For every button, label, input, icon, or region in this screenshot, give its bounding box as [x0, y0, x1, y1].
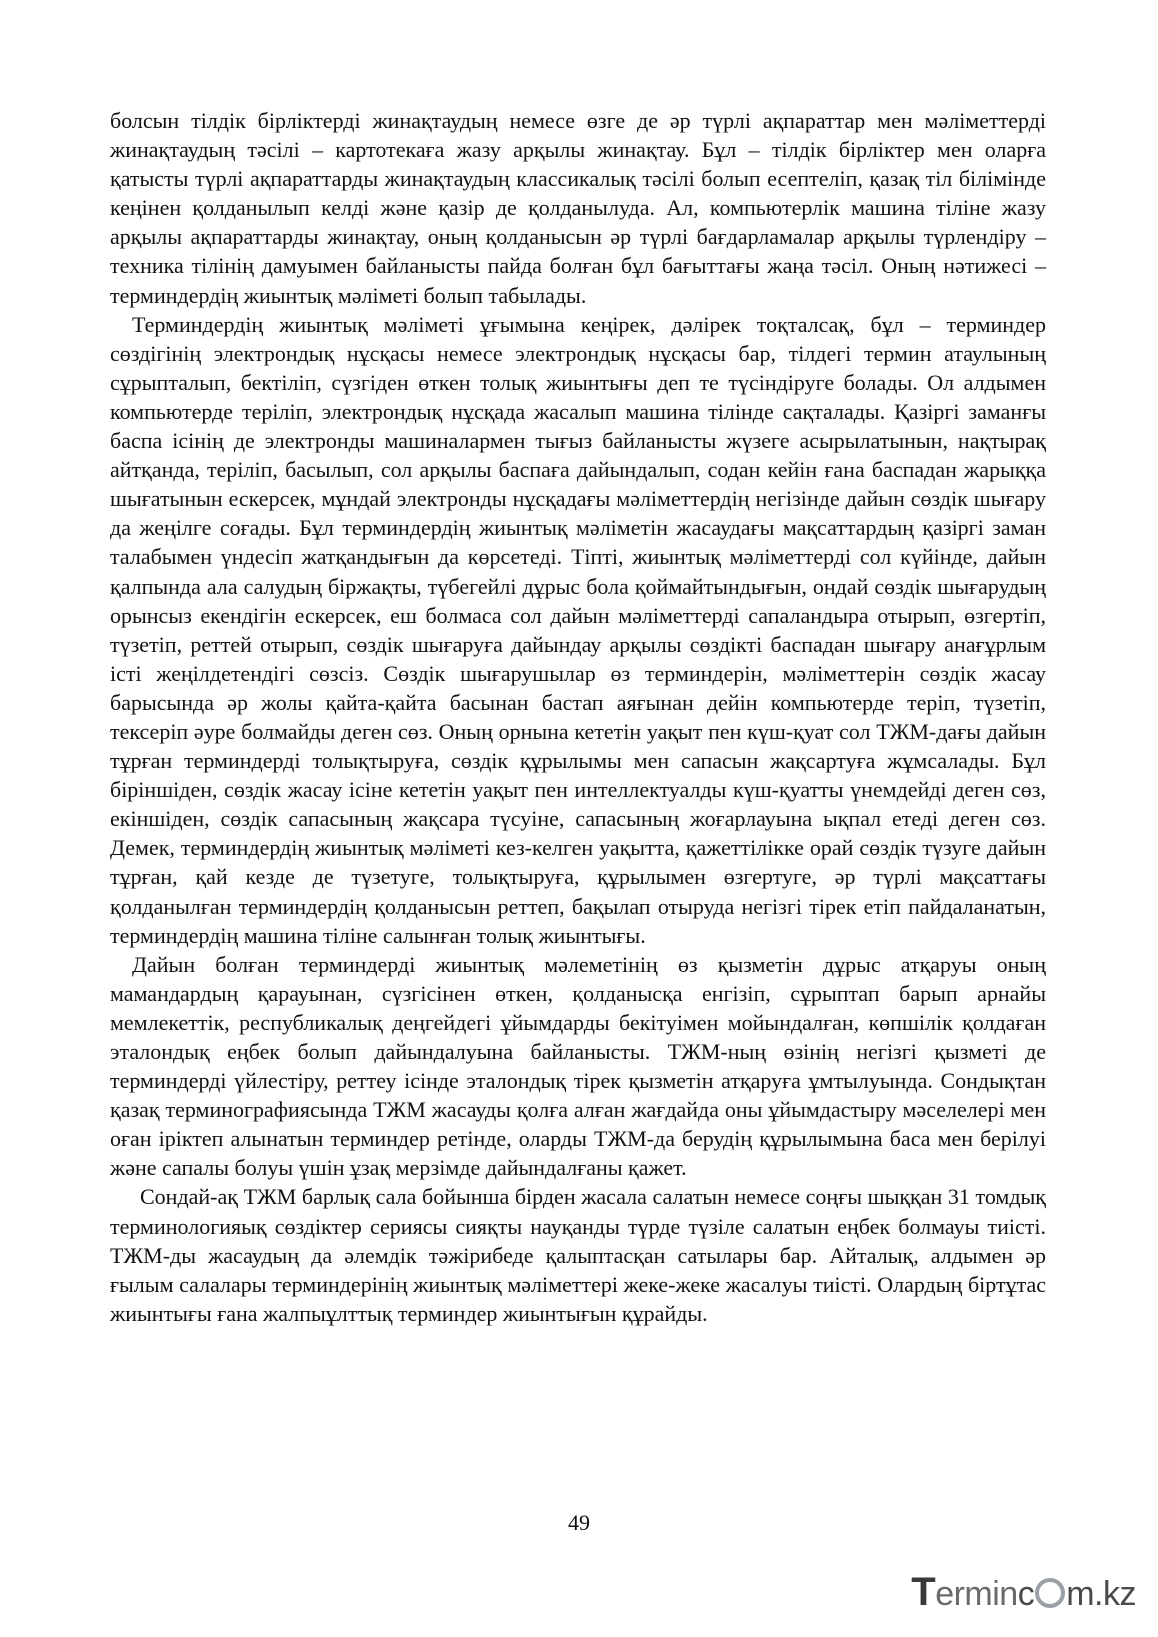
- termincom-watermark: [911, 1570, 1136, 1615]
- page-number: 49: [568, 1510, 590, 1535]
- watermark-suffix: m.kz: [1066, 1575, 1136, 1613]
- paragraph-4: Сондай-ақ ТЖМ барлық сала бойынша бірден жасала салатын немесе соңғы шыққан 31 томдық терминологияық сөздіктер сериясы сияқты науқанды түрде түзіле салатын еңбек болмауы тиісті. ТЖМ-ды жасаудың да әлемдік тәжірибеде қалыптасқан сатылары бар. Айталық, алдымен әр ғылым салалары терминдерінің жиынтық мәліметтері жеке-жеке жасалуы тиісті. Олардың біртұтас жиынтығы ғана жалпыұлттық терминдер жиынтығын құрайды.: [110, 1184, 1046, 1326]
- page-body: [110, 106, 1046, 1328]
- paragraph-3: Дайын болған терминдерді жиынтық мәлеметінің өз қызметін дұрыс атқаруы оның мамандардың қарауынан, сүзгісінен өткен, қолданысқа енгізіп, сұрыптап барып арнайы мемлекеттік, республикалық деңгейдегі ұйымдарды бекітуімен мойындалған, көпшілік қолдаған эталондық еңбек болып дайындалуына байланысты. ТЖМ-ның өзінің негізгі қызметі де терминдерді үйлестіру, реттеу ісінде эталондық тірек қызметін атқаруға ұмтылуында. Сондықтан қазақ терминографиясында ТЖМ жасауды қолға алған жағдайда оны ұйымдастыру мәселелері мен оған іріктеп алынатын терминдер ретінде, оларды ТЖМ-да берудің құрылымына баса мен берілуі және сапалы болуы үшін ұзақ мерзімде дайындалғаны қажет.: [110, 951, 1046, 1181]
- watermark-c: c: [1017, 1575, 1035, 1613]
- circle-o-logo-icon: [1035, 1578, 1065, 1608]
- paragraph-2: Терминдердің жиынтық мәліметі ұғымына кеңірек, дәлірек тоқталсақ, бұл – терминдер сөздігінің электрондық нұсқасы немесе электрондық нұсқасы бар, тілдегі термин атаулының сұрыпталып, бектіліп, сүзгіден өткен толық жиынтығы деп те түсіндіруге болады. Ол алдымен компьютерде теріліп, электрондық нұсқада жасалып машина тілінде сақталады. Қазіргі заманғы баспа ісінің де электронды машиналармен тығыз байланысты жүзеге асырылатынын, нақтырақ айтқанда, теріліп, басылып, сол арқылы баспаға дайындалып, содан кейін ғана баспадан жарыққа шығатынын ескерсек, мұндай электронды нұсқадағы мәліметтердің негізінде дайын сөздік шығару да жеңілге соғады. Бұл терминдердің жиынтық мәліметін жасаудағы мақсаттардың қазіргі заман талабымен үндесіп жатқандығын да көрсетеді. Тіпті, жиынтық мәліметтерді сол күйінде, дайын қалпында ала салудың біржақты, түбегейлі дұрыс бола қоймайтындығын, ондай сөздік шығарудың орынсыз екендігін ескерсек, еш болмаса сол дайын мәліметтерді сапаландыра отырып, өзгертіп, түзетіп, реттей отырып, сөздік шығаруға дайындау арқылы сөздікті баспадан шығару анағұрлым істі жеңілдетендігі сөзсіз. Сөздік шығарушылар өз терминдерін, мәліметтерін сөздік жасау барысында әр жолы қайта-қайта басынан бастап аяғынан дейін компьютерде теріп, түзетіп, тексеріп әуре болмайды деген сөз. Оның орнына кететін уақыт пен күш-қуат сол ТЖМ-дағы дайын тұрған терминдерді толықтыруға, сөздік құрылымы мен сапасын жақсартуға жұмсалады. Бұл біріншіден, сөздік жасау ісіне кететін уақыт пен интеллектуалды күш-қуатты үнемдейді деген сөз, екіншіден, сөздік сапасының жақсара түсуіне, сапасының жоғарлауына ықпал етеді деген сөз. Демек, терминдердің жиынтық мәліметі кез-келген уақытта, қажеттілікке орай сөздік түзуге дайын тұрған, қай кезде де түзетуге, толықтыруға, құрылымен өзгертуге, әр түрлі мақсаттағы қолданылған терминдердің қолданысын реттеп, бақылап отыруда негізгі тірек етіп пайдаланатын, терминдердің машина тіліне салынған толық жиынтығы.: [110, 311, 1046, 948]
- paragraph-1: болсын тілдік бірліктерді жинақтаудың немесе өзге де әр түрлі ақпараттар мен мәліметтерді жинақтаудың тәсілі – картотекаға жазу арқылы жинақтау. Бұл – тілдік бірліктер мен оларға қатысты түрлі ақпараттарды жинақтаудың классикалық тәсілі болып есептеліп, қазақ тіл білімінде кеңінен қолданылып келді және қазір де қолданылуда. Ал, компьютерлік машина тіліне жазу арқылы ақпараттарды жинақтау, оның қолданысын әр түрлі бағдарламалар арқылы түрлендіру – техника тілінің дамуымен байланысты пайда болған бұл бағыттағы жаңа тәсіл. Оның нәтижесі – терминдердің жиынтық мәліметі болып табылады.: [110, 108, 1046, 308]
- watermark-prefix: T: [911, 1570, 936, 1614]
- watermark-mid: ermin: [935, 1575, 1018, 1613]
